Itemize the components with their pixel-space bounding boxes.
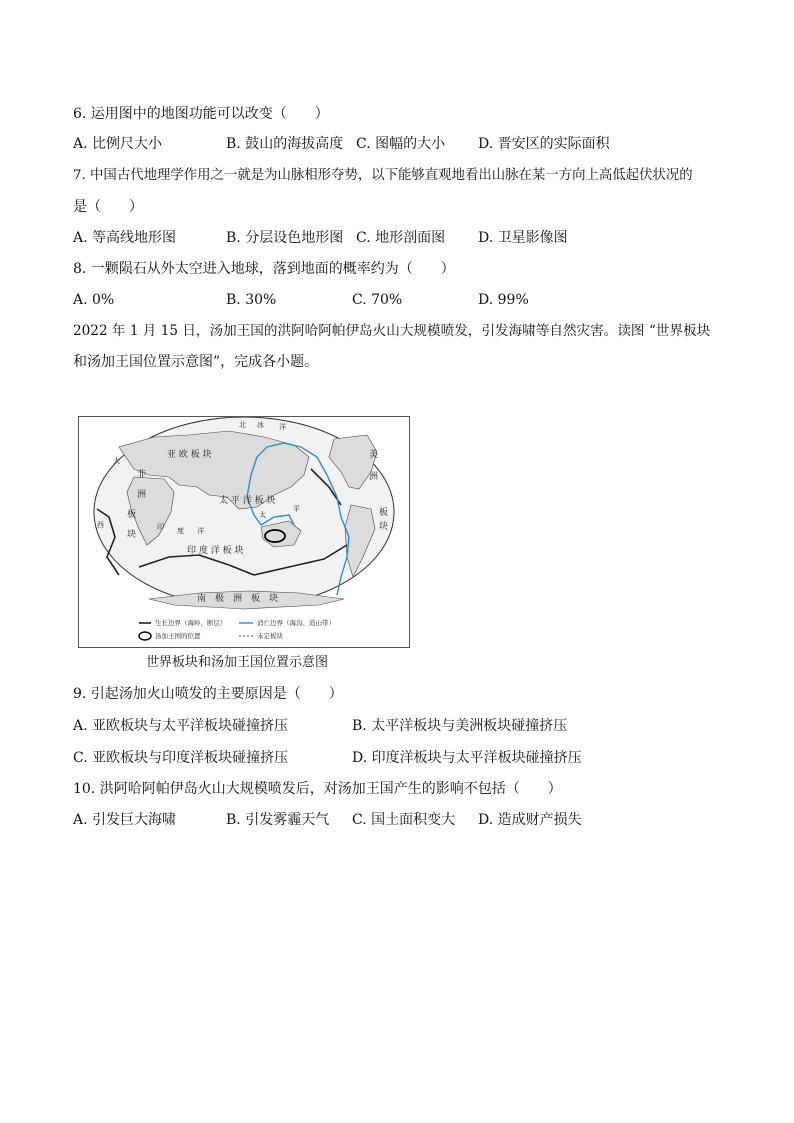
label-ocean-da: 大 (113, 457, 120, 465)
label-african-3: 板 (127, 510, 137, 520)
legend-tonga-text: 汤加王国的位置 (155, 632, 201, 640)
figure-caption: 世界板块和汤加王国位置示意图 (146, 655, 329, 670)
q10-option-a[interactable]: A. 引发巨大海啸 (73, 812, 177, 828)
q10-option-d[interactable]: D. 造成财产损失 (478, 812, 582, 828)
intro-line2: 和汤加王国位置示意图”，完成各小题。 (73, 354, 319, 370)
label-ocean-ping: 平 (293, 505, 300, 513)
question-10-stem: 10. 洪阿哈阿帕伊岛火山大规模喷发后，对汤加王国产生的影响不包括（ ） (73, 781, 562, 797)
legend-growth-text: 生长边界（海岭、断层） (155, 619, 227, 627)
label-ocean-xi: 西 (97, 521, 104, 529)
q9-option-c[interactable]: C. 亚欧板块与印度洋板块碰撞挤压 (73, 750, 289, 766)
question-6-stem: 6. 运用图中的地图功能可以改变（ ） (73, 106, 329, 122)
label-ocean-du: 度 (177, 527, 184, 535)
label-ocean-bing: 冰 (257, 421, 264, 429)
world-plates-map-svg (79, 417, 409, 647)
q8-option-b[interactable]: B. 30% (226, 292, 277, 308)
q9-option-b[interactable]: B. 太平洋板块与美洲板块碰撞挤压 (352, 718, 568, 734)
intro-line1: 2022 年 1 月 15 日，汤加王国的洪阿哈阿帕伊岛火山大规模喷发，引发海啸等自然灾害。读图 “世界板块 (73, 323, 711, 339)
legend-undetermined-text: 未定板块 (257, 632, 283, 640)
q9-option-d[interactable]: D. 印度洋板块与太平洋板块碰撞挤压 (352, 750, 582, 766)
question-7-stem-line1: 7. 中国古代地理学作用之一就是为山脉相形夺势，以下能够直观地看出山脉在某一方向上高低起伏状况的 (73, 168, 693, 183)
q10-option-c[interactable]: C. 国土面积变大 (352, 812, 456, 828)
label-eurasian-plate: 亚 欧 板 块 (167, 450, 212, 460)
q7-option-a[interactable]: A. 等高线地形图 (73, 230, 177, 246)
label-african-2: 洲 (137, 490, 147, 500)
label-ocean-yin: 印 (157, 523, 164, 531)
q6-option-c[interactable]: C. 图幅的大小 (356, 136, 446, 152)
label-ocean-yang2: 洋 (197, 527, 204, 535)
label-ocean-bei: 北 (239, 421, 246, 429)
map-legend (139, 618, 335, 640)
label-american-3: 板 (379, 508, 389, 518)
q7-option-b[interactable]: B. 分层设色地形图 (226, 230, 344, 246)
label-antarctic-plate: 南 极 洲 板 块 (197, 594, 279, 604)
q8-option-c[interactable]: C. 70% (352, 292, 403, 308)
label-african-1: 非 (137, 470, 147, 480)
legend-tonga-swatch (139, 632, 151, 640)
q7-option-c[interactable]: C. 地形剖面图 (356, 230, 446, 246)
label-african-4: 块 (127, 530, 137, 540)
question-8-stem: 8. 一颗陨石从外太空进入地球，落到地面的概率约为（ ） (73, 261, 455, 277)
label-indian-plate: 印 度 洋 板 块 (187, 546, 244, 556)
q10-option-b[interactable]: B. 引发雾霾天气 (226, 812, 330, 828)
label-american-2: 洲 (369, 472, 379, 482)
q7-option-d[interactable]: D. 卫星影像图 (478, 230, 568, 246)
question-9-stem: 9. 引起汤加火山喷发的主要原因是（ ） (73, 686, 343, 702)
q6-option-a[interactable]: A. 比例尺大小 (73, 136, 163, 152)
label-ocean-yang: 洋 (279, 423, 286, 431)
q6-option-b[interactable]: B. 鼓山的海拔高度 (226, 136, 344, 152)
question-7-stem-line2: 是（ ） (73, 199, 143, 215)
q8-option-d[interactable]: D. 99% (478, 292, 529, 308)
q6-option-d[interactable]: D. 晋安区的实际面积 (478, 136, 610, 152)
label-pacific-plate: 太 平 洋 板 块 (219, 496, 276, 506)
label-ocean-tai: 太 (259, 511, 266, 519)
world-plates-map (78, 416, 410, 648)
legend-subduction-text: 消亡边界（海沟、造山带） (257, 619, 335, 627)
q9-option-a[interactable]: A. 亚欧板块与太平洋板块碰撞挤压 (73, 718, 289, 734)
q8-option-a[interactable]: A. 0% (73, 292, 115, 308)
label-american-1: 美 (369, 450, 379, 460)
label-american-4: 块 (379, 522, 389, 532)
